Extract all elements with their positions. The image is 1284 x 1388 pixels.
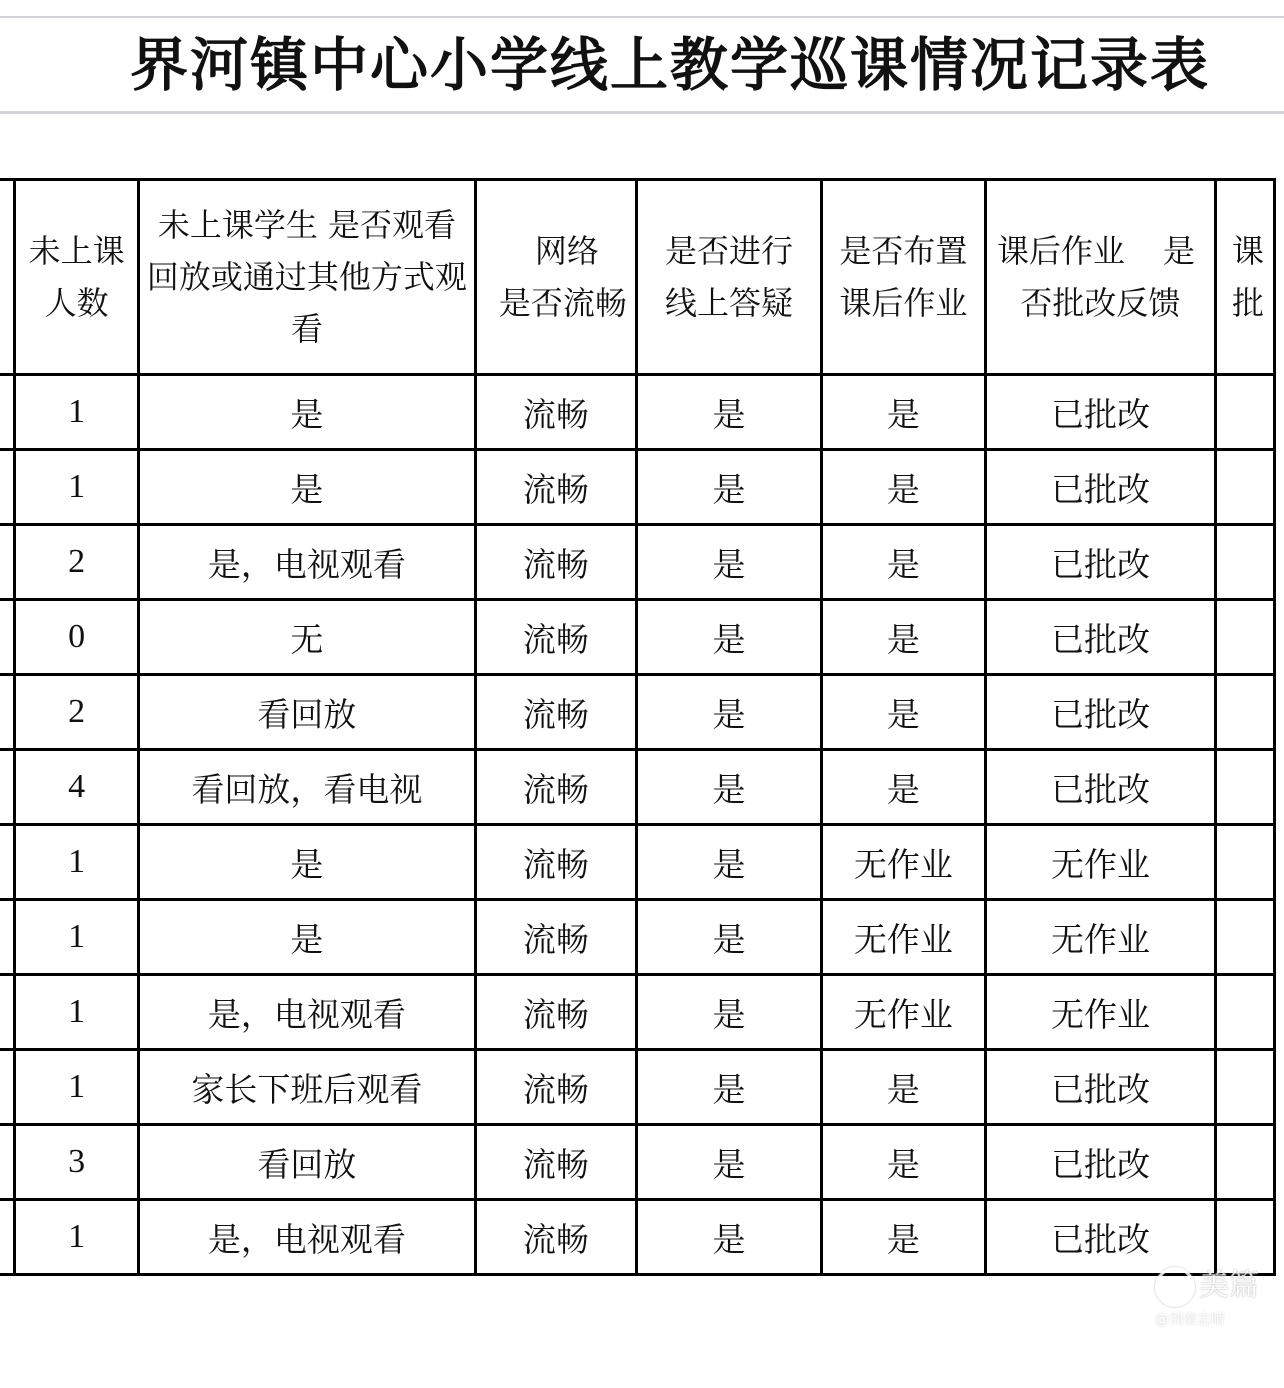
header-replay: 未上课学生 是否观看回放或通过其他方式观看	[139, 180, 475, 375]
cell-network: 流畅	[475, 1050, 636, 1125]
cell-qa: 是	[636, 975, 821, 1050]
cell-cut-left	[0, 675, 15, 750]
cell-network: 流畅	[475, 375, 636, 450]
cell-cut-right	[1215, 825, 1274, 900]
cell-qa: 是	[636, 600, 821, 675]
cell-feedback: 已批改	[985, 1125, 1215, 1200]
cell-homework: 是	[821, 525, 985, 600]
cell-homework: 无作业	[821, 825, 985, 900]
cell-cut-right	[1215, 975, 1274, 1050]
cell-network: 流畅	[475, 900, 636, 975]
cell-feedback: 无作业	[985, 900, 1215, 975]
table-row	[0, 1125, 1275, 1200]
cell-homework: 是	[821, 750, 985, 825]
header-qa: 是否进行 线上答疑	[636, 180, 821, 375]
cell-replay: 看回放	[139, 675, 475, 750]
cell-absent-count: 2	[15, 675, 139, 750]
cell-homework: 无作业	[821, 900, 985, 975]
cell-homework: 是	[821, 1125, 985, 1200]
cell-cut-left	[0, 825, 15, 900]
table-row	[0, 900, 1275, 975]
cell-replay: 家长下班后观看	[139, 1050, 475, 1125]
cell-replay: 是，电视观看	[139, 1200, 475, 1275]
cell-network: 流畅	[475, 750, 636, 825]
cell-network: 流畅	[475, 450, 636, 525]
cell-absent-count: 1	[15, 900, 139, 975]
cell-replay: 是，电视观看	[139, 525, 475, 600]
cell-homework: 是	[821, 600, 985, 675]
cell-network: 流畅	[475, 600, 636, 675]
cell-homework: 无作业	[821, 975, 985, 1050]
cell-homework: 是	[821, 450, 985, 525]
table-row	[0, 1200, 1275, 1275]
cell-cut-left	[0, 750, 15, 825]
cell-qa: 是	[636, 450, 821, 525]
header-absent-count: 未上课 人数	[15, 180, 139, 375]
cell-cut-right	[1215, 525, 1274, 600]
cell-feedback: 已批改	[985, 525, 1215, 600]
cell-qa: 是	[636, 525, 821, 600]
table-row	[0, 975, 1275, 1050]
cell-cut-right	[1215, 675, 1274, 750]
cell-cut-right	[1215, 1050, 1274, 1125]
cell-homework: 是	[821, 1200, 985, 1275]
cell-absent-count: 1	[15, 975, 139, 1050]
header-cut-left	[0, 180, 15, 375]
cell-homework: 是	[821, 375, 985, 450]
cell-replay: 是	[139, 900, 475, 975]
cell-replay: 看回放，看电视	[139, 750, 475, 825]
table-row	[0, 600, 1275, 675]
cell-feedback: 已批改	[985, 375, 1215, 450]
header-row	[0, 180, 1275, 375]
table-row	[0, 450, 1275, 525]
cell-cut-right	[1215, 375, 1274, 450]
cell-cut-left	[0, 525, 15, 600]
header-homework: 是否布置 课后作业	[821, 180, 985, 375]
cell-feedback: 无作业	[985, 825, 1215, 900]
table-row	[0, 375, 1275, 450]
cell-absent-count: 0	[15, 600, 139, 675]
cell-feedback: 无作业	[985, 975, 1215, 1050]
cell-feedback: 已批改	[985, 600, 1215, 675]
cell-cut-left	[0, 900, 15, 975]
cell-absent-count: 1	[15, 450, 139, 525]
meipian-logo-icon	[1155, 1267, 1195, 1307]
watermark-brand: 美篇	[1199, 1268, 1259, 1303]
header-feedback: 课后作业 是 否批改反馈	[985, 180, 1215, 375]
cell-qa: 是	[636, 675, 821, 750]
cell-network: 流畅	[475, 1125, 636, 1200]
cell-absent-count: 2	[15, 525, 139, 600]
cell-feedback: 已批改	[985, 1200, 1215, 1275]
table-row	[0, 525, 1275, 600]
inspection-table	[0, 178, 1276, 1276]
cell-cut-left	[0, 975, 15, 1050]
cell-feedback: 已批改	[985, 750, 1215, 825]
cell-qa: 是	[636, 825, 821, 900]
cell-replay: 是	[139, 825, 475, 900]
cell-network: 流畅	[475, 525, 636, 600]
cell-replay: 是	[139, 375, 475, 450]
cell-cut-right	[1215, 600, 1274, 675]
cell-network: 流畅	[475, 675, 636, 750]
table-row	[0, 750, 1275, 825]
cell-feedback: 已批改	[985, 450, 1215, 525]
cell-qa: 是	[636, 1125, 821, 1200]
cell-cut-right	[1215, 900, 1274, 975]
header-network: 网络 是否流畅	[475, 180, 636, 375]
cell-cut-left	[0, 600, 15, 675]
cell-qa: 是	[636, 750, 821, 825]
table-row	[0, 1050, 1275, 1125]
page-title: 界河镇中心小学线上教学巡课情况记录表	[130, 31, 1211, 99]
cell-replay: 看回放	[139, 1125, 475, 1200]
cell-qa: 是	[636, 900, 821, 975]
cell-absent-count: 4	[15, 750, 139, 825]
cell-feedback: 已批改	[985, 1050, 1215, 1125]
cell-homework: 是	[821, 675, 985, 750]
cell-cut-right	[1215, 1125, 1274, 1200]
cell-cut-right	[1215, 450, 1274, 525]
cell-network: 流畅	[475, 825, 636, 900]
cell-cut-left	[0, 450, 15, 525]
cell-network: 流畅	[475, 975, 636, 1050]
watermark-sub: @刘秦志晴	[1155, 1311, 1225, 1328]
cell-cut-right	[1215, 750, 1274, 825]
cell-homework: 是	[821, 1050, 985, 1125]
cell-replay: 无	[139, 600, 475, 675]
cell-absent-count: 1	[15, 1200, 139, 1275]
cell-qa: 是	[636, 375, 821, 450]
cell-network: 流畅	[475, 1200, 636, 1275]
cell-replay: 是，电视观看	[139, 975, 475, 1050]
cell-cut-left	[0, 1125, 15, 1200]
table-row	[0, 825, 1275, 900]
cell-cut-left	[0, 1050, 15, 1125]
cell-absent-count: 1	[15, 1050, 139, 1125]
cell-feedback: 已批改	[985, 675, 1215, 750]
cell-replay: 是	[139, 450, 475, 525]
table-row	[0, 675, 1275, 750]
watermark	[1155, 1260, 1275, 1328]
cell-absent-count: 1	[15, 375, 139, 450]
cell-cut-left	[0, 375, 15, 450]
header-cut-right: 课 批	[1215, 180, 1274, 375]
cell-qa: 是	[636, 1050, 821, 1125]
cell-cut-left	[0, 1200, 15, 1275]
cell-absent-count: 1	[15, 825, 139, 900]
cell-qa: 是	[636, 1200, 821, 1275]
cell-absent-count: 3	[15, 1125, 139, 1200]
